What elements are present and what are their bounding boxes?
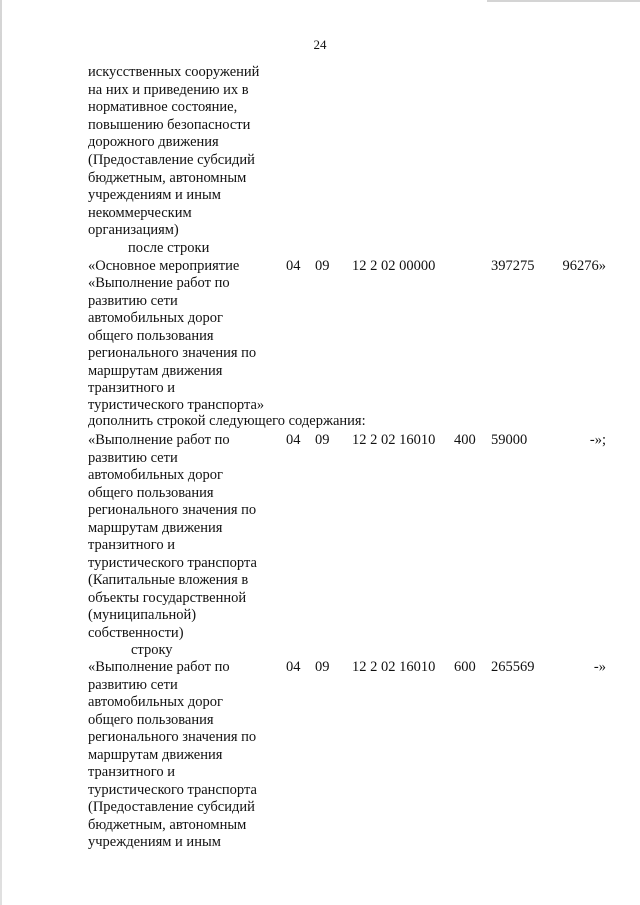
row1-subsection: 09 <box>315 258 330 274</box>
block1-line: дорожного движения <box>88 134 219 150</box>
row2-desc-line: маршрутам движения <box>88 520 223 536</box>
row3-expense-type: 600 <box>454 659 476 675</box>
row3-last-value: -» <box>593 659 606 675</box>
scan-edge-top <box>487 0 640 2</box>
row3-desc-line: регионального значения по <box>88 729 257 745</box>
block1-line: искусственных сооружений <box>88 64 260 80</box>
row2-desc-line: (Капитальные вложения в <box>88 572 249 588</box>
row1-desc-line: туристического транспорта» <box>88 397 265 413</box>
row3-desc-line: учреждениям и иным <box>88 834 221 850</box>
row2-amount: 59000 <box>491 432 528 448</box>
row2-desc-line: туристического транспорта <box>88 555 257 571</box>
row1-desc-line: «Выполнение работ по <box>88 275 230 291</box>
row1-desc-line: общего пользования <box>88 328 214 344</box>
row2-last-value: -»; <box>589 432 606 448</box>
row2-desc-line: развитию сети <box>88 450 178 466</box>
row2-desc-line: общего пользования <box>88 485 214 501</box>
row3-desc-line: маршрутам движения <box>88 747 223 763</box>
block1-line: (Предоставление субсидий <box>88 152 255 168</box>
page-number: 24 <box>313 37 327 52</box>
row2-desc-line: автомобильных дорог <box>88 467 223 483</box>
row1-desc-line: автомобильных дорог <box>88 310 223 326</box>
block1-line: учреждениям и иным <box>88 187 221 203</box>
block1-line: на них и приведению их в <box>88 82 249 98</box>
block1-line: бюджетным, автономным <box>88 170 247 186</box>
row2-desc-line: собственности) <box>88 625 184 641</box>
block1-line: некоммерческим <box>88 205 192 221</box>
row3-subsection: 09 <box>315 659 330 675</box>
block1-line: организациям) <box>88 222 179 238</box>
row1-desc-line: транзитного и <box>88 380 176 396</box>
row3-desc-line: (Предоставление субсидий <box>88 799 255 815</box>
after-line-label: после строки <box>128 240 210 256</box>
row3-desc-line: транзитного и <box>88 764 176 780</box>
row3-desc-line: бюджетным, автономным <box>88 817 247 833</box>
row1-section: 04 <box>286 258 301 274</box>
row1-target-article: 12 2 02 00000 <box>352 258 436 274</box>
row3-section: 04 <box>286 659 301 675</box>
row2-desc-line: транзитного и <box>88 537 176 553</box>
row2-expense-type: 400 <box>454 432 476 448</box>
row3-desc-line: автомобильных дорог <box>88 694 223 710</box>
row1-desc-line: маршрутам движения <box>88 363 223 379</box>
row1-desc-line: «Основное мероприятие <box>88 258 240 274</box>
row1-amount: 397275 <box>491 258 535 274</box>
row2-desc-line: (муниципальной) <box>88 607 197 623</box>
row3-target-article: 12 2 02 16010 <box>352 659 436 675</box>
block1-line: нормативное состояние, <box>88 99 238 115</box>
row2-subsection: 09 <box>315 432 330 448</box>
row2-desc-line: регионального значения по <box>88 502 257 518</box>
row3-desc-line: развитию сети <box>88 677 178 693</box>
row1-last-value: 96276» <box>562 258 606 274</box>
row3-desc-line: общего пользования <box>88 712 214 728</box>
row2-desc-line: «Выполнение работ по <box>88 432 230 448</box>
block1-line: повышению безопасности <box>88 117 251 133</box>
row2-target-article: 12 2 02 16010 <box>352 432 436 448</box>
row3-amount: 265569 <box>491 659 535 675</box>
row3-desc-line: туристического транспорта <box>88 782 257 798</box>
add-line-label: дополнить строкой следующего содержания: <box>88 413 366 429</box>
line-label: строку <box>131 642 173 658</box>
row1-desc-line: развитию сети <box>88 293 178 309</box>
row1-desc-line: регионального значения по <box>88 345 257 361</box>
row3-desc-line: «Выполнение работ по <box>88 659 230 675</box>
row2-desc-line: объекты государственной <box>88 590 247 606</box>
scan-edge-left <box>0 0 2 905</box>
row2-section: 04 <box>286 432 301 448</box>
